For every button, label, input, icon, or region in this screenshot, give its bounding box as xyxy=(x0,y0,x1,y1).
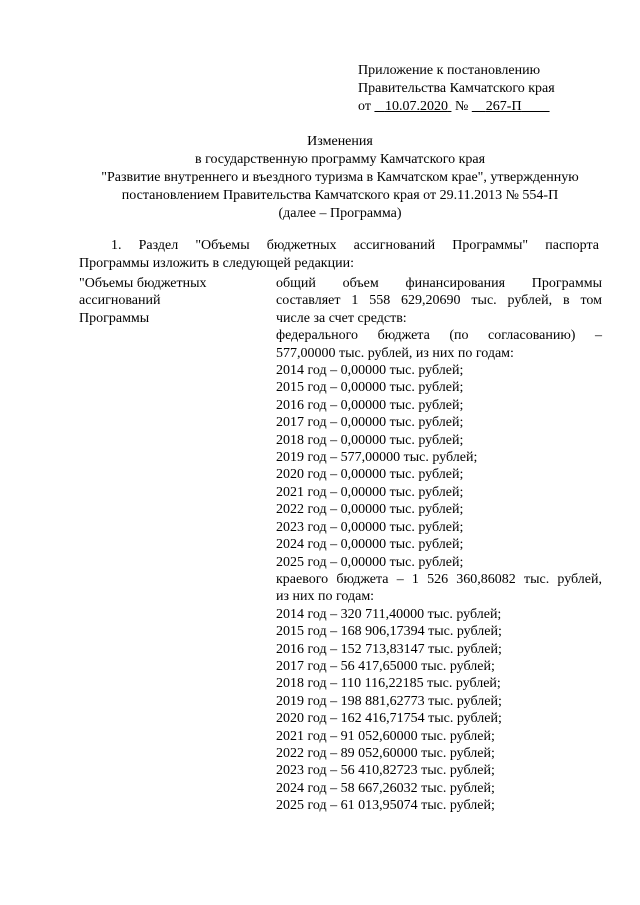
federal-year-row: 2017 год – 0,00000 тыс. рублей; xyxy=(276,415,464,431)
intro-line-2: Программы изложить в следующей редакции: xyxy=(79,256,354,271)
federal-year-row: 2015 год – 0,00000 тыс. рублей; xyxy=(276,380,464,396)
federal-year-row: 2018 год – 0,00000 тыс. рублей; xyxy=(276,432,464,448)
regional-years-list xyxy=(276,606,602,815)
regional-year-row: 2016 год – 152 713,83147 тыс. рублей; xyxy=(276,641,502,657)
heading-line-5: (далее – Программа) xyxy=(278,206,402,221)
number-sign: № xyxy=(454,99,469,114)
total-line-1: общий объем финансирования Программы xyxy=(276,276,602,291)
federal-line-1: федерального бюджета (по согласованию) – xyxy=(276,328,602,344)
regional-year-row: 2024 год – 58 667,26032 тыс. рублей; xyxy=(276,780,495,796)
heading-line-2: в государственную программу Камчатского края xyxy=(194,152,486,167)
federal-year-row: 2022 год – 0,00000 тыс. рублей; xyxy=(276,502,464,518)
table-left-cell xyxy=(79,275,264,327)
intro-line-1: 1. Раздел "Объемы бюджетных ассигнований Программы" паспорта xyxy=(111,238,599,253)
date-prefix: от xyxy=(358,99,371,114)
appendix-line-1: Приложение к постановлению xyxy=(358,63,541,78)
federal-year-row: 2021 год – 0,00000 тыс. рублей; xyxy=(276,484,464,500)
intro-paragraph xyxy=(79,237,599,273)
left-line-2: ассигнований xyxy=(79,293,161,309)
regional-year-row: 2023 год – 56 410,82723 тыс. рублей; xyxy=(276,763,495,779)
total-line-3: числе за счет средств: xyxy=(276,310,407,326)
table-right-cell xyxy=(276,275,602,815)
federal-line-2: 577,00000 тыс. рублей, из них по годам: xyxy=(276,345,514,361)
regional-year-row: 2017 год – 56 417,65000 тыс. рублей; xyxy=(276,658,495,674)
total-line-2: составляет 1 558 629,20690 тыс. рублей, в том xyxy=(276,293,602,309)
regional-line-2: из них по годам: xyxy=(276,589,375,605)
regional-year-row: 2022 год – 89 052,60000 тыс. рублей; xyxy=(276,745,495,761)
appendix-line-2: Правительства Камчатского края xyxy=(358,81,555,96)
appendix-block xyxy=(358,62,555,116)
regional-year-row: 2021 год – 91 052,60000 тыс. рублей; xyxy=(276,728,495,744)
regional-year-row: 2018 год – 110 116,22185 тыс. рублей; xyxy=(276,676,501,692)
federal-year-row: 2024 год – 0,00000 тыс. рублей; xyxy=(276,537,464,553)
date-field xyxy=(374,99,451,114)
federal-year-row: 2020 год – 0,00000 тыс. рублей; xyxy=(276,467,464,483)
document-heading xyxy=(60,133,620,223)
regional-line-1: краевого бюджета – 1 526 360,86082 тыс. рублей, xyxy=(276,571,602,587)
date-value: 10.07.2020 xyxy=(384,99,448,114)
appendix-date-line xyxy=(358,98,555,116)
federal-year-row: 2019 год – 577,00000 тыс. рублей; xyxy=(276,450,478,466)
left-line-3: Программы xyxy=(79,310,150,326)
regional-year-row: 2014 год – 320 711,40000 тыс. рублей; xyxy=(276,606,502,622)
heading-line-4: постановлением Правительства Камчатского края от 29.11.2013 № 554-П xyxy=(121,188,559,203)
heading-line-1: Изменения xyxy=(307,134,373,149)
number-value: 267-П xyxy=(485,99,522,114)
federal-year-row: 2014 год – 0,00000 тыс. рублей; xyxy=(276,363,464,379)
regional-year-row: 2019 год – 198 881,62773 тыс. рублей; xyxy=(276,693,502,709)
federal-year-row: 2025 год – 0,00000 тыс. рублей; xyxy=(276,554,464,570)
regional-year-row: 2020 год – 162 416,71754 тыс. рублей; xyxy=(276,711,502,727)
regional-year-row: 2025 год – 61 013,95074 тыс. рублей; xyxy=(276,798,495,814)
left-line-1: "Объемы бюджетных xyxy=(79,276,207,291)
regional-year-row: 2015 год – 168 906,17394 тыс. рублей; xyxy=(276,624,502,640)
federal-years-list xyxy=(276,362,602,571)
federal-year-row: 2023 год – 0,00000 тыс. рублей; xyxy=(276,519,464,535)
number-field xyxy=(472,99,550,114)
federal-year-row: 2016 год – 0,00000 тыс. рублей; xyxy=(276,397,464,413)
heading-line-3: "Развитие внутреннего и въездного туризма в Камчатском крае", утвержденную xyxy=(101,170,579,185)
